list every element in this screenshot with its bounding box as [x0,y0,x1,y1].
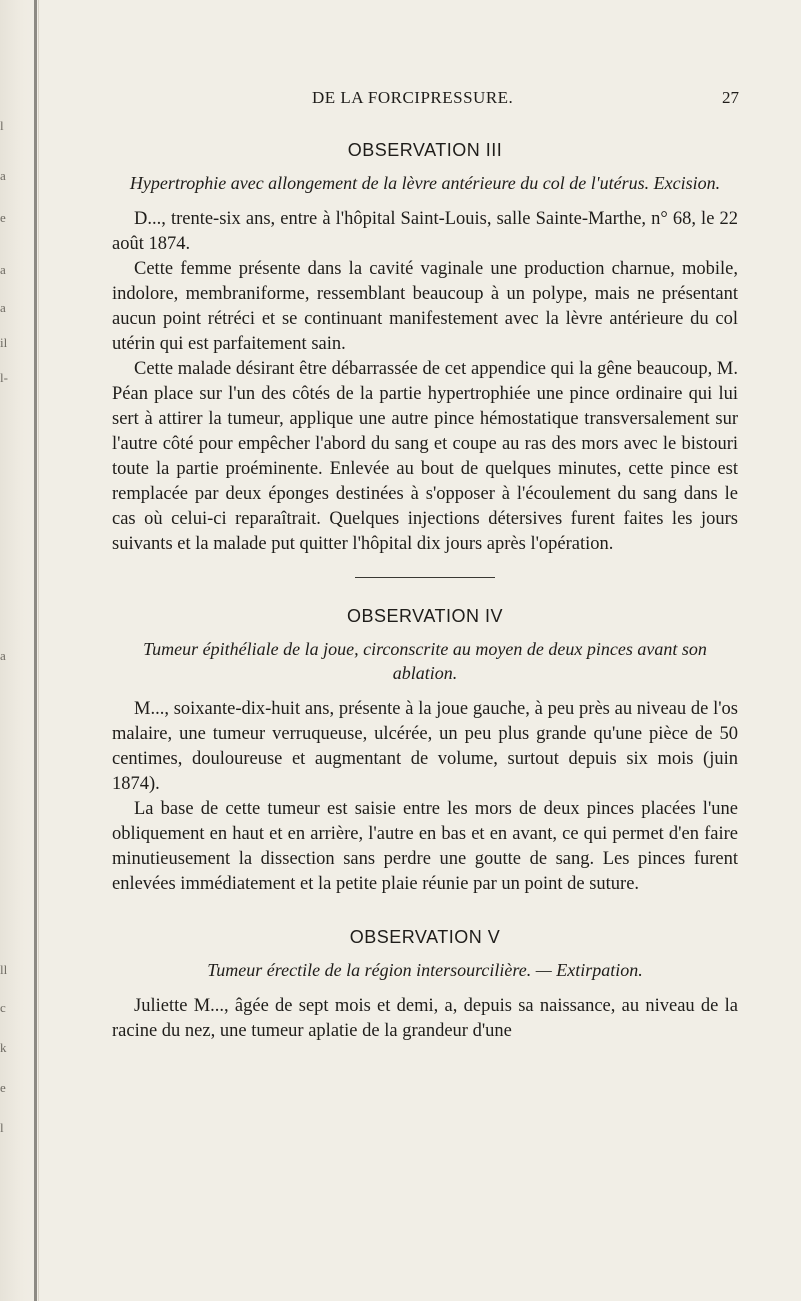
running-head: DE LA FORCIPRESSURE. [312,88,514,107]
observation-heading: OBSERVATION IV [346,606,504,626]
gutter-mark: e [0,210,6,225]
observation-3 [112,140,738,557]
gutter-mark: l [0,1120,4,1135]
gutter-mark: a [0,168,6,183]
gutter-mark: a [0,648,6,663]
observation-heading: OBSERVATION V [349,927,501,947]
page-body [112,140,738,1290]
gutter-mark: e [0,1080,6,1095]
gutter-mark: l- [0,370,8,385]
paragraph: D..., trente-six ans, entre à l'hôpital Saint-Louis, salle Sainte-Marthe, n° 68, le 22 août 1874. [112,209,738,254]
paragraph: Cette malade désirant être débarrassée de cet appendice qui la gêne beaucoup, M. Péan place sur l'un des côtés de la partie hypertrophiée une pince ordinaire qui lui sert à attirer la tumeur, applique une autre pince hémostatique transversalement sur l'autre côté pour empêcher l'abord du sang et coupe au ras des mors avec le bistouri toute la partie proéminente. Enlevée au bout de quelques minutes, cette pince est remplacée par deux éponges destinées à s'opposer à l'écoulement du sang dans le cas où celui-ci reparaîtrait. Quelques injections détersives furent faites les jours suivants et la malade put quitter l'hôpital dix jours après l'opération. [112,359,738,554]
observation-title: Tumeur épithéliale de la joue, circonscrite au moyen de deux pinces avant son ablation. [143,639,707,683]
observation-heading: OBSERVATION III [347,140,503,160]
binding-edge-line [34,0,37,1301]
observation-4 [112,606,738,897]
paragraph: Juliette M..., âgée de sept mois et demi, a, depuis sa naissance, au niveau de la racine du nez, une tumeur aplatie de la grandeur d'une [112,996,738,1041]
observation-5 [112,927,738,1044]
gutter-mark: il [0,335,8,350]
gutter-mark: l [0,118,4,133]
observation-title: Hypertrophie avec allongement de la lèvre antérieure du col de l'utérus. Excision. [129,173,721,193]
gutter-mark: k [0,1040,7,1055]
gutter-mark: c [0,1000,6,1015]
section-gap [112,897,738,927]
gutter-mark: a [0,300,6,315]
paragraph: Cette femme présente dans la cavité vaginale une production charnue, mobile, indolore, membraniforme, ressemblant beaucoup à un polype, mais ne présentant aucun point rétréci et se continuant manifestement avec la lèvre antérieure du col utérin qui est parfaitement sain. [112,259,738,354]
observation-title: Tumeur érectile de la région intersourcilière. — Extirpation. [207,960,643,980]
gutter-mark: a [0,262,6,277]
gutter-mark: ll [0,962,8,977]
paragraph: La base de cette tumeur est saisie entre les mors de deux pinces placées l'une obliquement en haut et en arrière, l'autre en bas et en avant, ce qui permet d'en faire minutieusement la dissection sans perdre une goutte de sang. Les pinces furent enlevées immédiatement et la petite plaie réunie par un point de suture. [112,799,738,894]
section-separator [355,577,495,578]
page-number: 27 [722,88,739,107]
paragraph: M..., soixante-dix-huit ans, présente à la joue gauche, à peu près au niveau de l'os malaire, une tumeur verruqueuse, ulcérée, un peu plus grande qu'une pièce de 50 centimes, douloureuse et augmentant de volume, surtout depuis six mois (juin 1874). [112,699,738,794]
